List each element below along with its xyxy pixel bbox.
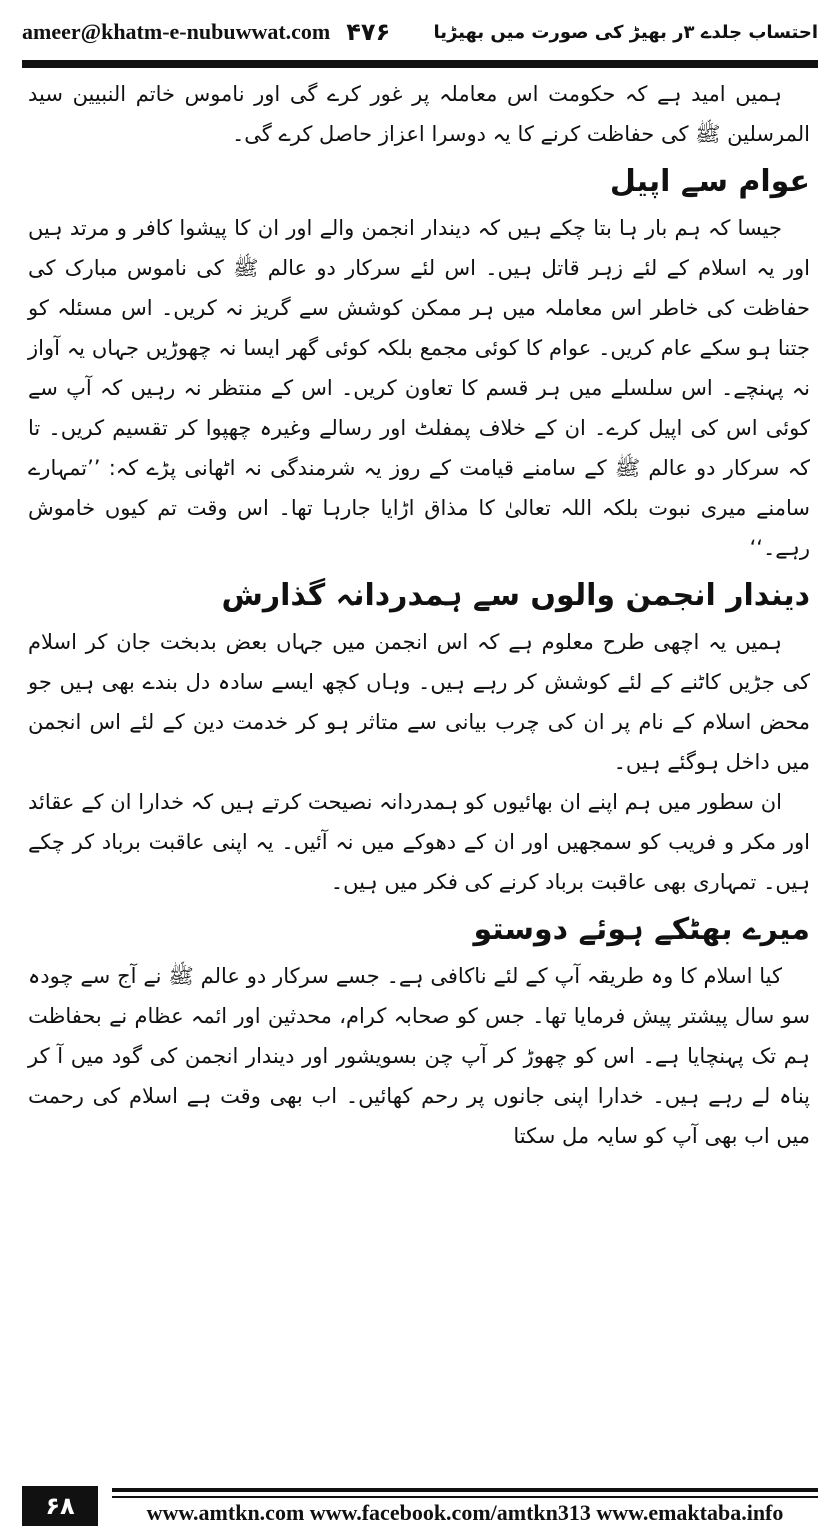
heading-public-appeal: عوام سے اپیل	[609, 164, 810, 199]
page-header	[22, 10, 818, 54]
paragraph-5: کیا اسلام کا وہ طریقہ آپ کے لئے ناکافی ہے۔ جسے سرکار دو عالم ﷺ نے آج سے چودہ سو سال پیشتر پیش فرمایا تھا۔ جس کو صحابہ کرام، محدثین اور ائمہ عظام نے بحفاظت ہم تک پہنچایا ہے۔ اس کو چھوڑ کر آپ چن بسویشور اور دیندار انجمن کی گود میں آ کر پناہ لے رہے ہیں۔ خدارا اپنی جانوں پر رحم کھائیں۔ اب بھی وقت ہے اسلام کی رحمت میں اب بھی آپ کو سایہ مل سکتا	[28, 964, 810, 1148]
page-body	[28, 74, 810, 1156]
paragraph-3: ہمیں یہ اچھی طرح معلوم ہے کہ اس انجمن میں جہاں بعض بدبخت جان کر اسلام کی جڑیں کاٹنے کے لئے کوشش کر رہے ہیں۔ وہاں کچھ ایسے سادہ دل بندے بھی ہیں جو محض اسلام کے نام پر ان کی چرب بیانی سے متاثر ہو کر خدمت دین کے لئے اس انجمن میں داخل ہوگئے ہیں۔	[28, 630, 810, 774]
heading-misguided-friends: میرے بھٹکے ہوئے دوستو	[473, 912, 810, 947]
header-email: ameer@khatm-e-nubuwwat.com	[22, 19, 331, 44]
heading-request-to-anjuman: دیندار انجمن والوں سے ہمدردانہ گذارش	[221, 578, 810, 613]
footer-links[interactable]: www.amtkn.com www.facebook.com/amtkn313 www.emaktaba.info	[146, 1500, 784, 1525]
paragraph-4: ان سطور میں ہم اپنے ان بھائیوں کو ہمدردانہ نصیحت کرتے ہیں کہ خدارا ان کے عقائد اور مکر و فریب کو سمجھیں اور ان کے دھوکے میں نہ آئیں۔ یہ اپنی عاقبت برباد کر چکے ہیں۔ تمہاری بھی عاقبت برباد کرنے کی فکر میں ہیں۔	[28, 790, 810, 894]
paragraph-1: ہمیں امید ہے کہ حکومت اس معاملہ پر غور کرے گی اور ناموس خاتم النبیین سید المرسلین ﷺ کی حفاظت کرنے کا یہ دوسرا اعزاز حاصل کرے گی۔	[28, 82, 810, 146]
footer-rule-thin	[112, 1496, 818, 1498]
paragraph-2: جیسا کہ ہم بار ہا بتا چکے ہیں کہ دیندار انجمن والے اور ان کا پیشوا کافر و مرتد ہیں اور یہ اسلام کے لئے زہر قاتل ہیں۔ اس لئے سرکار دو عالم ﷺ کی ناموس مبارک کی حفاظت کی خاطر اس معاملہ میں ہر ممکن کوشش سے گریز نہ کریں۔ اس مسئلہ کو جتنا ہو سکے عام کریں۔ عوام کا کوئی مجمع بلکہ کوئی گھر ایسا نہ چھوڑیں جہاں یہ آواز نہ پہنچے۔ اس سلسلے میں ہر قسم کا تعاون کریں۔ اس کے منتظر نہ رہیں کہ آپ سے کوئی اس کی اپیل کرے۔ ان کے خلاف پمفلٹ اور رسالے وغیرہ چھپوا کر تقسیم کریں۔ تا کہ سرکار دو عالم ﷺ کے سامنے قیامت کے روز یہ شرمندگی نہ اٹھانی پڑے کہ: ’’تمہارے سامنے میری نبوت بلکہ اللہ تعالیٰ کا مذاق اڑایا جارہا تھا۔ اس وقت تم کیوں خاموش رہے۔‘‘	[28, 216, 810, 560]
header-rule	[22, 60, 818, 68]
header-page-number: ۴۷۶	[346, 18, 391, 46]
page-footer	[22, 1480, 818, 1526]
header-running-title: احتساب جلدے ۳ر بھیڑ کی صورت میں بھیڑیا	[433, 21, 818, 43]
footer-rule-thick	[112, 1488, 818, 1492]
footer-page-number: ۶۸	[22, 1486, 98, 1526]
